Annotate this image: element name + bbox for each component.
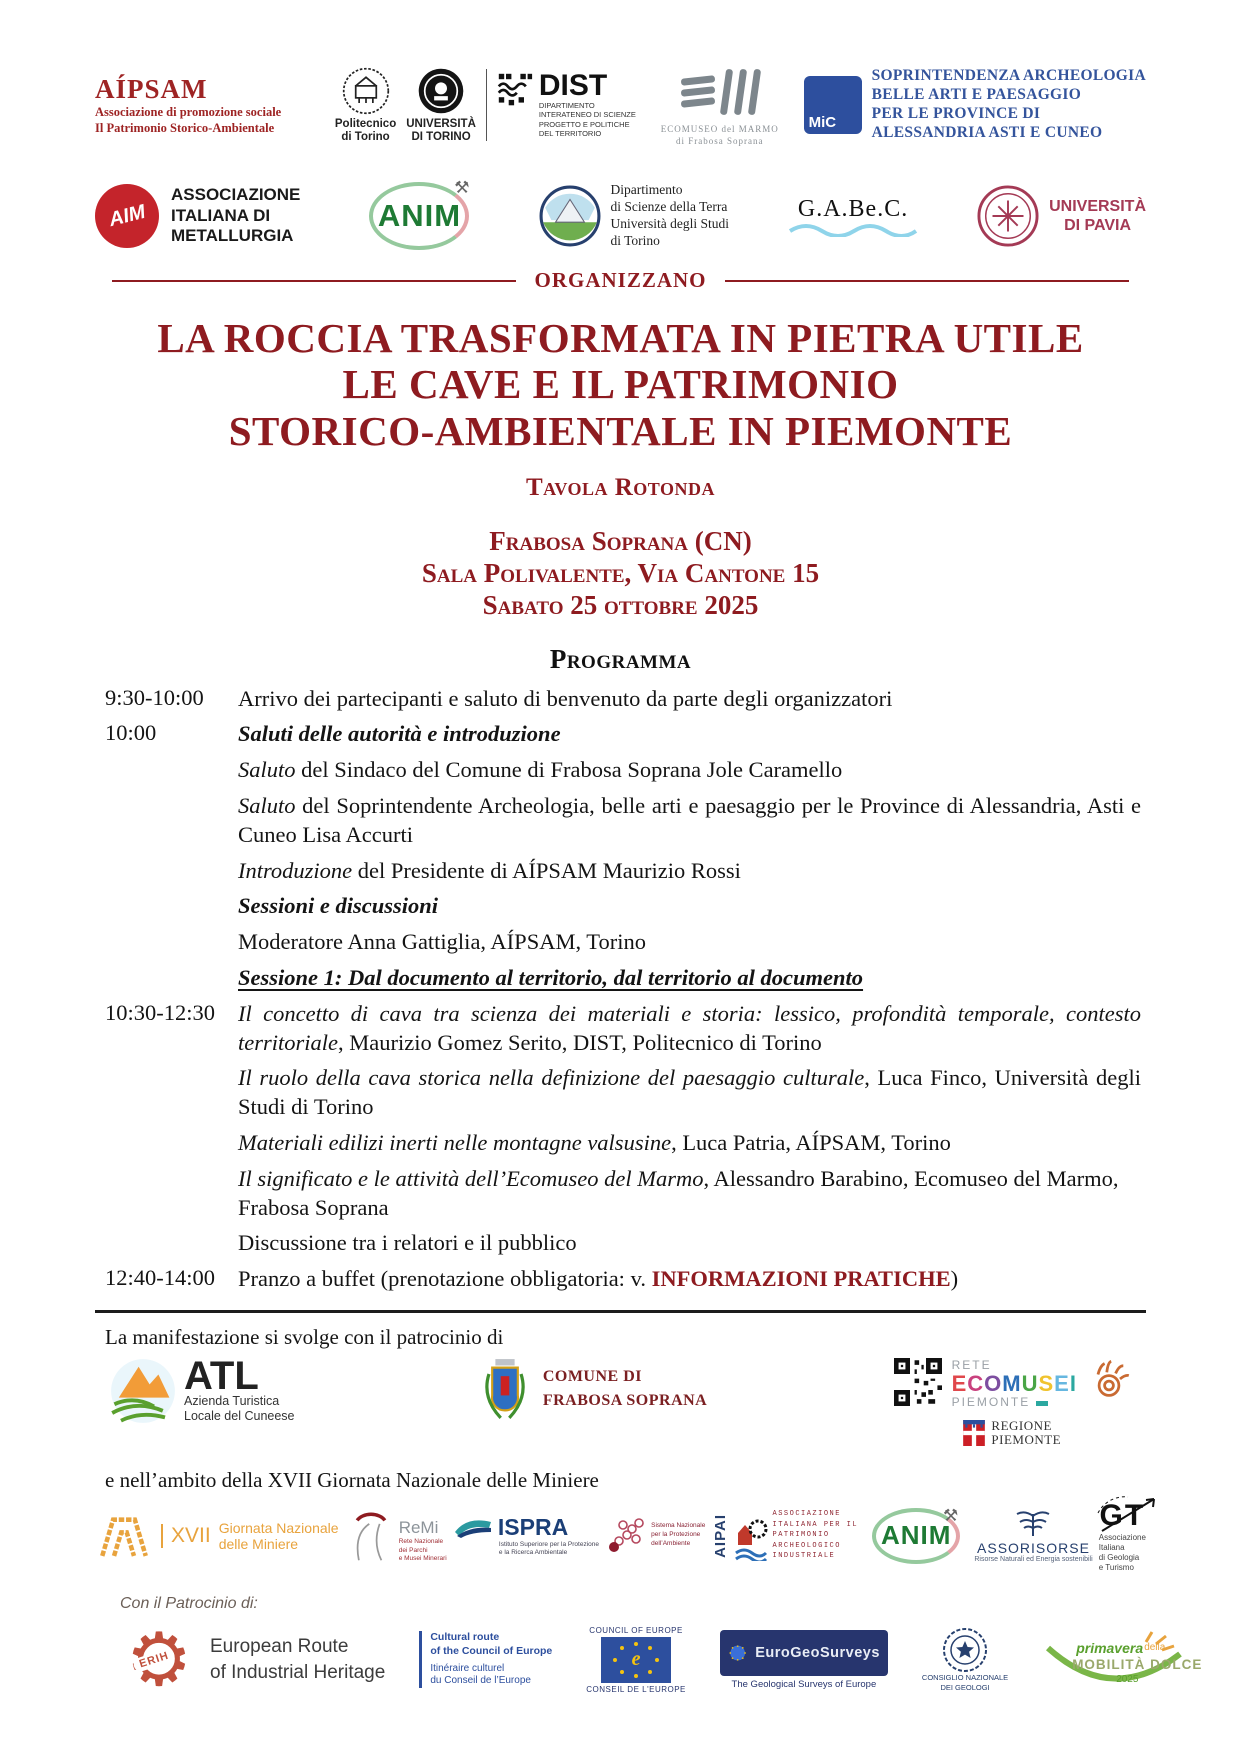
footer-divider <box>95 1310 1146 1313</box>
mobilita-dolce-logo: primavera della MOBILITÀ DOLCE 2025 <box>1042 1624 1212 1696</box>
politecnico-label: Politecnico di Torino <box>334 117 397 143</box>
event-title-line-1: LA ROCCIA TRASFORMATA IN PIETRA UTILE <box>157 315 1084 361</box>
aipai-icon <box>734 1511 768 1561</box>
program-entry: Saluto del Sindaco del Comune di Frabosa Soprana Jole Caramello <box>238 757 843 783</box>
program-entry: Introduzione del Presidente di AÍPSAM Maurizio Rossi <box>238 857 741 883</box>
ecomuseo-caption: ECOMUSEO del MARMO di Frabosa Soprana <box>660 123 779 146</box>
assorisorse-logo: ASSORISORSE Risorse Naturali ed Energia sostenibili <box>974 1508 1092 1563</box>
program-heading: Programma <box>549 643 692 674</box>
event-place: Frabosa Soprana (CN) <box>489 525 752 556</box>
program-time: 10:00 <box>105 720 157 746</box>
erih-logo <box>120 1621 385 1699</box>
event-date: Sabato 25 ottobre 2025 <box>482 589 759 620</box>
miniere-intro: e nell’ambito della XVII Giornata Nazionale delle Miniere <box>105 1467 599 1492</box>
geologi-emblem-icon <box>942 1627 988 1673</box>
program-time <box>105 928 238 957</box>
program-row <box>105 685 1141 714</box>
program-row <box>105 1129 1141 1158</box>
geologia-turismo-logo: GT Associazione Italiana di Geologia e Turismo <box>1099 1499 1146 1573</box>
dist-logo <box>497 68 636 139</box>
gt-arrow-icon <box>1096 1493 1166 1537</box>
torino-universities-group <box>335 67 636 143</box>
organizzano-banner <box>0 268 1241 293</box>
bottom-patrocinio-intro: Con il Patrocinio di: <box>120 1594 258 1612</box>
dist-title: DIST <box>538 68 608 102</box>
aipsam-logo <box>95 74 310 136</box>
scienze-terra-text: Dipartimento di Scienze della Terra Università degli Studi di Torino <box>610 182 729 248</box>
mic-icon: MiC <box>804 76 862 134</box>
program-row <box>105 857 1141 886</box>
patrocinio-logo-row <box>110 1353 1131 1448</box>
event-type: Tavola Rotonda <box>526 473 715 501</box>
bottom-logo-row <box>120 1621 1241 1699</box>
event-title-line-2: LE CAVE E IL PATRIMONIO <box>342 361 899 408</box>
eagle-icon <box>1011 1508 1055 1538</box>
program-time <box>105 857 238 886</box>
ecomuseo-marmo-logo <box>661 63 779 147</box>
aipai-caption: ASSOCIAZIONE ITALIANA PER IL PATRIMONIO ARCHEOLOGICO INDUSTRIALE <box>772 1510 859 1561</box>
council-of-europe-logo: COUNCIL OF EUROPE e CONSEIL DE L'EUROPE <box>586 1625 686 1694</box>
ispra-caption: Istituto Superiore per la Protezione e la Ricerca Ambientale <box>498 1540 599 1557</box>
program-row <box>105 892 1141 921</box>
program-time <box>105 964 238 993</box>
program-row <box>105 1064 1141 1122</box>
program-entry: Sessioni e discussioni <box>238 893 439 919</box>
egs-globe-icon <box>728 1636 747 1670</box>
rete-ecomusei-logo <box>894 1358 1131 1409</box>
header-divider <box>486 69 487 141</box>
snpa-logo <box>605 1517 705 1555</box>
aipai-logo: AIPAI ASSOCIAZIONE ITALIANA PER IL PATRIMONIO ARCHEOLOGICO INDUSTRIALE <box>711 1510 859 1561</box>
program-time <box>105 792 238 850</box>
mine-arch-icon <box>95 1513 153 1559</box>
program-time <box>105 756 238 785</box>
program-session-heading: Sessione 1: Dal documento al territorio, dal territorio al documento <box>238 964 864 990</box>
organizzano-label: ORGANIZZANO <box>534 268 707 292</box>
program-entry: Arrivo dei partecipanti e saluto di benvenuto da parte degli organizzatori <box>238 685 893 711</box>
program-time <box>105 1064 238 1122</box>
program-row <box>105 1000 1141 1058</box>
erih-text: European Route of Industrial Heritage <box>210 1635 386 1683</box>
unito-label: UNIVERSITÀ DI TORINO <box>406 117 476 143</box>
regione-piemonte-logo <box>963 1419 1061 1448</box>
event-location-block <box>0 526 1241 622</box>
program-entry: Il concetto di cava tra scienza dei materiali e storia: lessico, profondità temporale, contesto territoriale, Maurizio Gomez Serito, DIST, Politecnico di Torino <box>238 1000 1141 1055</box>
program-row <box>105 1265 1141 1294</box>
aipsam-subtitle-2: Il Patrimonio Storico-Ambientale <box>95 120 275 135</box>
aim-text: ASSOCIAZIONE ITALIANA DI METALLURGIA <box>171 185 301 246</box>
program-row <box>105 792 1141 850</box>
regione-text: REGIONE PIEMONTE <box>991 1418 1062 1448</box>
program-row <box>105 1165 1141 1223</box>
scienze-terra-seal-icon <box>539 185 601 247</box>
program-row <box>105 1229 1141 1258</box>
cultural-route-label: Cultural route of the Council of Europe Itinéraire culturel du Conseil de l’Europe <box>419 1631 552 1687</box>
hand-spiral-icon <box>1087 1358 1131 1402</box>
program-entry: Saluto del Soprintendente Archeologia, belle arti e paesaggio per le Province di Alessandria, Asti e Cuneo Lisa Accurti <box>238 792 1141 847</box>
dist-subtitle: DIPARTIMENTO INTERATENEO DI SCIENZE PROGETTO E POLITICHE DEL TERRITORIO <box>538 100 636 138</box>
ispra-swoosh-icon <box>453 1514 493 1540</box>
erih-gear-icon: ⚙ ERIH <box>120 1621 198 1699</box>
program-entry: Saluti delle autorità e introduzione <box>238 721 561 747</box>
consiglio-geologi-logo <box>922 1627 1008 1693</box>
dist-icon <box>497 72 533 108</box>
program-time: 12:40-14:00 <box>105 1265 215 1291</box>
politecnico-torino-logo <box>335 67 396 143</box>
unito-seal-icon <box>417 67 465 115</box>
header-logo-row-2 <box>0 170 1241 262</box>
program-row <box>105 964 1141 993</box>
program-time <box>105 892 238 921</box>
rete-ecomusei-block <box>894 1358 1131 1448</box>
program-time: 9:30-10:00 <box>105 684 204 710</box>
event-venue: Sala Polivalente, Via Cantone 15 <box>421 557 820 588</box>
aim-logo <box>95 184 300 248</box>
remi-caption: Rete Nazionale dei Parchi e Musei Minerari <box>398 1538 447 1563</box>
patrocinio-intro: La manifestazione si svolge con il patrocinio di <box>105 1324 504 1349</box>
teal-dash-icon <box>1036 1401 1048 1406</box>
program-entry: Discussione tra i relatori e il pubblico <box>238 1230 577 1256</box>
universita-torino-logo <box>406 67 476 143</box>
comune-text: COMUNE DI FRABOSA SOPRANA <box>542 1367 708 1409</box>
miniere-logo-row <box>95 1499 1146 1573</box>
remi-logo: ReMi Rete Nazionale dei Parchi e Musei Minerari <box>345 1508 447 1564</box>
header-logo-row-1 <box>0 50 1241 160</box>
program-entry: Moderatore Anna Gattiglia, AÍPSAM, Torino <box>238 929 646 955</box>
organizzano-line-right <box>725 280 1129 282</box>
program-entry: Il significato e le attività dell’Ecomuseo del Marmo, Alessandro Barabino, Ecomuseo del Marmo, Frabosa Soprana <box>238 1165 1119 1220</box>
program-time: 10:30-12:30 <box>105 999 215 1025</box>
program-entry: Materiali edilizi inerti nelle montagne valsusine, Luca Patria, AÍPSAM, Torino <box>238 1129 951 1155</box>
rete-ecomusei-text: RETE ECOMUSEI PIEMONTE <box>951 1357 1077 1409</box>
aipsam-title: AÍPSAM <box>95 73 208 104</box>
ecomuseo-brush-icon <box>681 63 758 121</box>
gabec-wave-icon <box>788 223 918 237</box>
giornata-miniere-logo: XVII Giornata Nazionale delle Miniere <box>95 1513 339 1559</box>
atl-mountain-icon <box>110 1358 176 1424</box>
soprintendenza-logo <box>804 67 1146 143</box>
coe-stars-icon: e <box>601 1637 671 1683</box>
program-row <box>105 756 1141 785</box>
program-entry: Il ruolo della cava storica nella definizione del paesaggio culturale, Luca Finco, Università degli Studi di Torino <box>238 1065 1142 1120</box>
atl-logo <box>110 1353 295 1424</box>
snpa-caption: Sistema Nazionale per la Protezione dell’Ambiente <box>651 1522 706 1547</box>
program-time <box>105 1229 238 1258</box>
event-title-line-3: STORICO-AMBIENTALE IN PIEMONTE <box>228 407 1013 454</box>
piemonte-shield-icon <box>963 1420 985 1446</box>
universita-pavia-logo <box>977 185 1146 247</box>
politecnico-seal-icon <box>342 67 390 115</box>
program-entry: Pranzo a buffet (prenotazione obbligatoria: v. INFORMAZIONI PRATICHE) <box>238 1266 959 1292</box>
hammer-pick-icon <box>454 178 469 198</box>
aipsam-subtitle-1: Associazione di promozione sociale <box>95 104 282 119</box>
event-title <box>0 315 1241 454</box>
program-schedule <box>105 685 1141 1294</box>
program-row <box>105 720 1141 749</box>
atl-text: ATL Azienda Turistica Locale del Cuneese <box>184 1353 295 1423</box>
eurogeosurveys-logo: EuroGeoSurveys The Geological Surveys of Europe <box>720 1630 888 1690</box>
program-time <box>105 1129 238 1158</box>
aim-icon: AIM <box>95 184 159 248</box>
ispra-logo: ISPRA Istituto Superiore per la Protezione e la Ricerca Ambientale <box>453 1514 599 1558</box>
program-time <box>105 1165 238 1223</box>
gt-caption: Associazione Italiana di Geologia e Turismo <box>1098 1532 1146 1572</box>
dist-text <box>538 68 636 139</box>
comune-frabosa-logo <box>481 1358 707 1420</box>
gabec-logo: G.A.Be.C. <box>788 196 918 237</box>
comune-crest-icon <box>481 1358 529 1420</box>
program-row <box>105 928 1141 957</box>
pavia-seal-icon <box>977 185 1039 247</box>
geologi-caption: CONSIGLIO NAZIONALE DEI GEOLOGI <box>921 1672 1009 1692</box>
remi-road-icon <box>345 1508 397 1564</box>
scienze-terra-logo <box>539 182 730 250</box>
pavia-text: UNIVERSITÀ DI PAVIA <box>1049 197 1146 234</box>
ecomusei-wordmark: ECOMUSEI <box>951 1370 1077 1396</box>
soprintendenza-text: SOPRINTENDENZA ARCHEOLOGIA BELLE ARTI E PAESAGGIO PER LE PROVINCE DI ALESSANDRIA ASTI E CUNEO <box>871 67 1146 141</box>
anim-logo: ⚒ ANIM <box>359 176 479 256</box>
organizzano-line-left <box>112 280 516 282</box>
molecule-icon <box>605 1517 647 1555</box>
anim-logo-small: ⚒ ANIM <box>864 1504 968 1568</box>
giornata-text: Giornata Nazionale delle Miniere <box>218 1519 339 1552</box>
qr-code-icon <box>894 1358 942 1406</box>
